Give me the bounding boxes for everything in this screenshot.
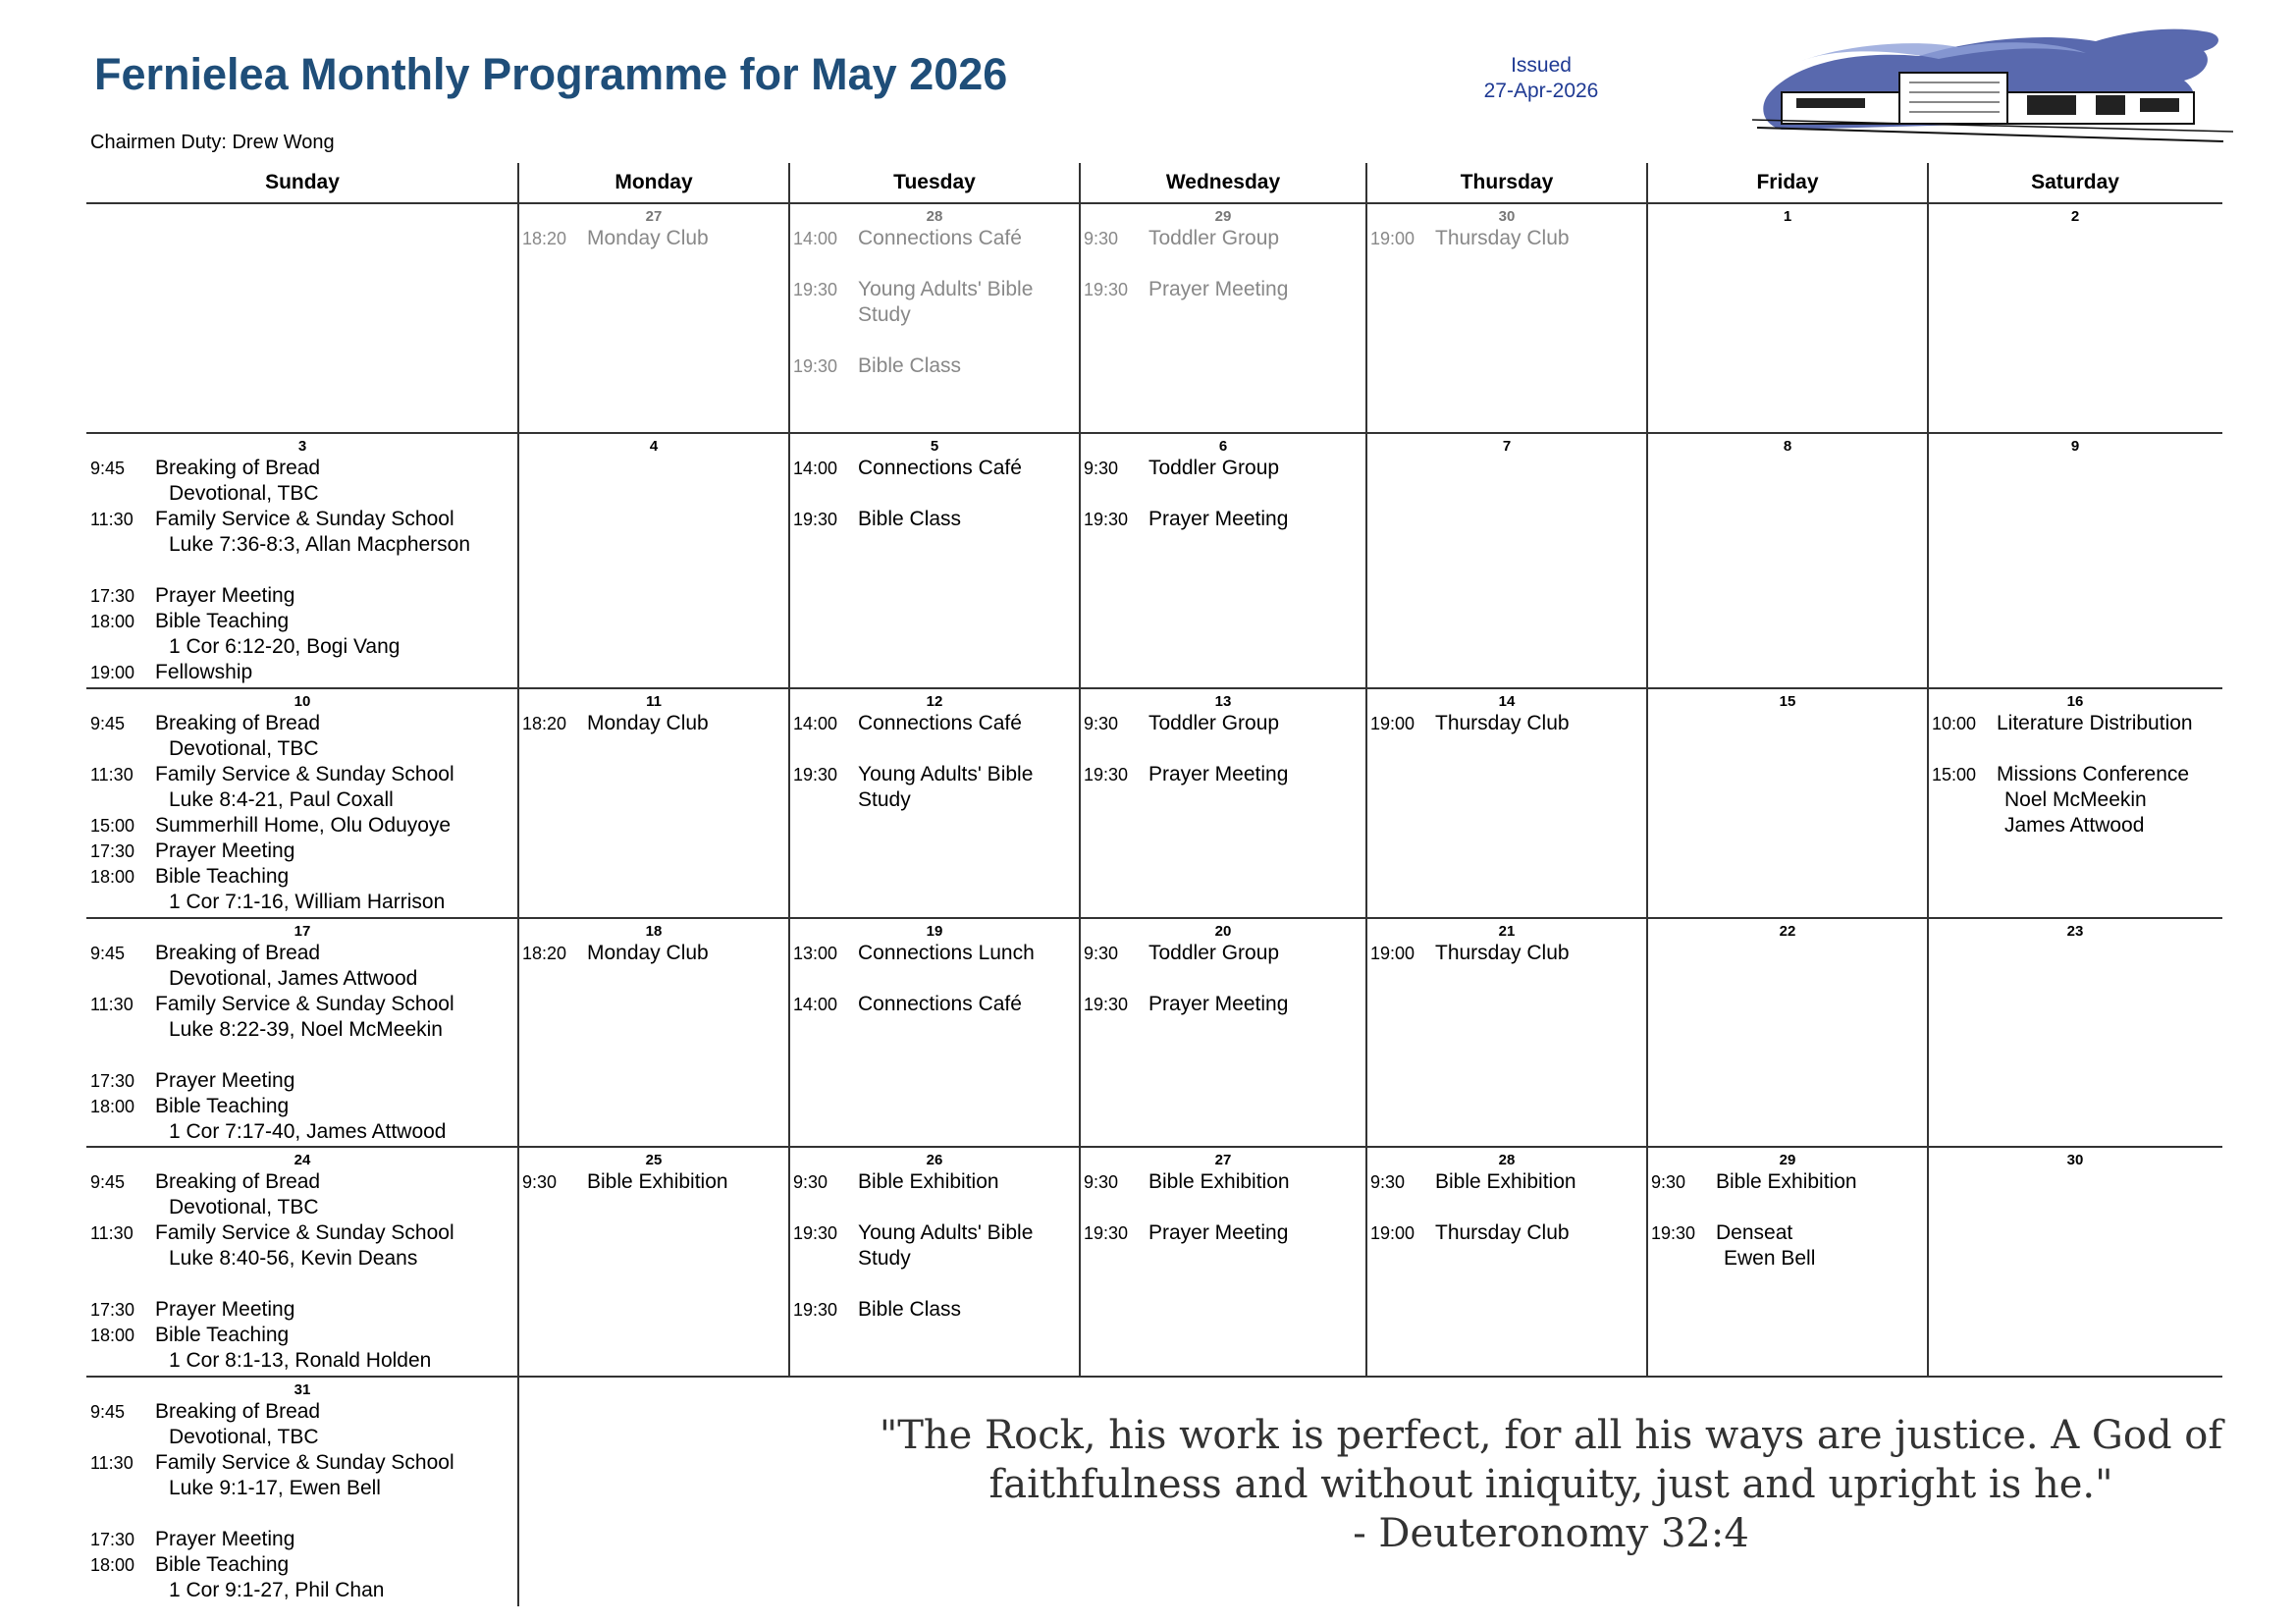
- day-cell: [1647, 689, 1928, 917]
- event-item: [789, 711, 1080, 736]
- event-item: [518, 226, 789, 251]
- event-name: Bible Exhibition: [587, 1170, 728, 1193]
- day-cell: [1080, 689, 1366, 917]
- event-time: 14:00: [793, 459, 838, 478]
- day-cell: [1080, 434, 1366, 687]
- event-time: 9:30: [522, 1172, 558, 1192]
- event-time: 19:30: [1084, 995, 1129, 1014]
- event-item: [518, 711, 789, 736]
- day-number: 22: [1779, 923, 1796, 940]
- day-cell: [1366, 204, 1647, 432]
- event-name: Family Service & Sunday School: [155, 1451, 454, 1474]
- weekday-header-friday: Friday: [1756, 171, 1819, 193]
- event-detail: Luke 8:40-56, Kevin Deans: [169, 1247, 418, 1270]
- event-item: [86, 941, 518, 992]
- day-number: 1: [1783, 208, 1792, 225]
- event-name: Family Service & Sunday School: [155, 763, 454, 785]
- event-time: 14:00: [793, 995, 838, 1014]
- event-name: Bible Class: [858, 1298, 962, 1321]
- day-number: [86, 208, 518, 226]
- event-item: [1366, 1169, 1647, 1195]
- spacer: [1080, 481, 1366, 507]
- event-name: Prayer Meeting: [155, 584, 295, 607]
- chairmen-duty: Chairmen Duty: Drew Wong: [90, 132, 335, 153]
- event-time: 18:20: [522, 714, 567, 733]
- event-name: Breaking of Bread: [155, 712, 321, 734]
- day-cell: [1080, 1148, 1366, 1376]
- event-item: [789, 1297, 1080, 1323]
- event-time: 9:45: [90, 1402, 126, 1422]
- event-item: [1928, 762, 2222, 839]
- event-name: Thursday Club: [1435, 1221, 1570, 1244]
- issued-label: Issued: [1511, 54, 1572, 77]
- day-number: 18: [645, 923, 663, 940]
- event-time: 10:00: [1932, 714, 1977, 733]
- event-item: [789, 277, 1080, 328]
- day-number: 3: [297, 438, 307, 455]
- event-detail: 1 Cor 7:1-16, William Harrison: [169, 891, 446, 913]
- event-name: Bible Teaching: [155, 610, 290, 632]
- event-name: Missions Conference: [1997, 763, 2190, 785]
- event-item: [518, 1169, 789, 1195]
- event-item: [1647, 1169, 1928, 1195]
- event-time: 17:30: [90, 1530, 135, 1549]
- day-number: 4: [649, 438, 659, 455]
- event-item: [86, 839, 518, 864]
- page-title: Fernielea Monthly Programme for May 2026: [94, 49, 1008, 99]
- event-name: Toddler Group: [1148, 227, 1280, 249]
- event-time: 19:30: [793, 1300, 838, 1320]
- event-item: [86, 1527, 518, 1552]
- day-number: 9: [2070, 438, 2080, 455]
- event-item: [1366, 1220, 1647, 1246]
- event-time: 19:30: [793, 356, 838, 376]
- event-time: 19:00: [90, 663, 135, 682]
- event-name: Thursday Club: [1435, 942, 1570, 964]
- event-detail: 1 Cor 7:17-40, James Attwood: [169, 1120, 447, 1143]
- spacer: [789, 966, 1080, 992]
- day-number: 10: [294, 693, 311, 710]
- event-item: [518, 941, 789, 966]
- calendar-grid: [86, 163, 2222, 1606]
- day-number: 21: [1498, 923, 1516, 940]
- event-item: [789, 456, 1080, 481]
- event-item: [1080, 456, 1366, 481]
- event-name: Family Service & Sunday School: [155, 508, 454, 530]
- day-cell: [1928, 204, 2222, 432]
- event-time: 15:00: [90, 816, 135, 836]
- weekday-header-sunday: Sunday: [265, 171, 340, 193]
- day-cell: [518, 1148, 789, 1376]
- event-detail: Ewen Bell: [1724, 1247, 1816, 1270]
- event-detail: Devotional, TBC: [169, 482, 319, 505]
- event-item: [1080, 941, 1366, 966]
- event-time: 19:30: [793, 765, 838, 785]
- event-name: Bible Teaching: [155, 1095, 290, 1117]
- event-name: Breaking of Bread: [155, 942, 321, 964]
- event-name: Connections Lunch: [858, 942, 1035, 964]
- event-item: [86, 1169, 518, 1220]
- event-time: 19:30: [793, 280, 838, 299]
- event-detail: Luke 9:1-17, Ewen Bell: [169, 1477, 381, 1499]
- event-time: 9:30: [1370, 1172, 1406, 1192]
- event-detail: Luke 8:22-39, Noel McMeekin: [169, 1018, 443, 1041]
- event-time: 17:30: [90, 1300, 135, 1320]
- day-number: 24: [294, 1152, 311, 1168]
- day-number: 16: [2066, 693, 2084, 710]
- event-time: 9:30: [1084, 944, 1119, 963]
- event-time: 18:00: [90, 1555, 135, 1575]
- spacer: [789, 481, 1080, 507]
- day-number: 17: [294, 923, 311, 940]
- event-item: [86, 1220, 518, 1272]
- spacer: [86, 1501, 518, 1527]
- quote-line-1: "The Rock, his work is perfect, for all his ways are justice. A God of: [879, 1413, 2223, 1458]
- scripture-quote: [805, 1411, 2296, 1558]
- day-number: 28: [926, 208, 943, 225]
- day-cell: [1647, 1148, 1928, 1376]
- day-cell: [1928, 689, 2222, 917]
- day-number: 2: [2070, 208, 2080, 225]
- day-cell: [1647, 434, 1928, 687]
- event-name: Connections Café: [858, 712, 1022, 734]
- spacer: [1928, 736, 2222, 762]
- day-number: 27: [1214, 1152, 1232, 1168]
- day-cell: [1080, 919, 1366, 1146]
- day-number: 12: [926, 693, 943, 710]
- day-cell: [1366, 1148, 1647, 1376]
- issued-block: [1463, 53, 1620, 104]
- day-number: 25: [645, 1152, 663, 1168]
- event-name: Bible Class: [858, 354, 962, 377]
- spacer: [789, 1195, 1080, 1220]
- event-name: Bible Exhibition: [1435, 1170, 1576, 1193]
- event-item: [1080, 1169, 1366, 1195]
- day-number: 7: [1502, 438, 1512, 455]
- event-name: Prayer Meeting: [1148, 1221, 1289, 1244]
- weekday-header-monday: Monday: [614, 171, 693, 193]
- event-name: Young Adults' Bible Study: [858, 278, 1040, 326]
- day-cell: [86, 1378, 518, 1606]
- event-item: [789, 1169, 1080, 1195]
- day-number: 8: [1783, 438, 1792, 455]
- event-time: 19:30: [1651, 1223, 1696, 1243]
- quote-line-2: faithfulness and without iniquity, just and upright is he.": [988, 1462, 2113, 1507]
- day-number: 14: [1498, 693, 1516, 710]
- event-name: Bible Exhibition: [1716, 1170, 1857, 1193]
- day-cell: [1647, 204, 1928, 432]
- spacer: [1080, 736, 1366, 762]
- event-name: Bible Teaching: [155, 865, 290, 888]
- day-cell: [1366, 919, 1647, 1146]
- event-item: [1080, 992, 1366, 1017]
- event-time: 19:30: [1084, 510, 1129, 529]
- event-time: 18:20: [522, 944, 567, 963]
- day-cell: [518, 919, 789, 1146]
- event-name: Bible Exhibition: [1148, 1170, 1290, 1193]
- event-time: 19:00: [1370, 714, 1415, 733]
- event-time: 9:45: [90, 1172, 126, 1192]
- day-cell: [86, 204, 518, 432]
- event-time: 18:00: [90, 1326, 135, 1345]
- weekday-header-thursday: Thursday: [1460, 171, 1554, 193]
- day-number: 11: [646, 693, 662, 710]
- event-detail: Devotional, James Attwood: [169, 967, 418, 990]
- event-time: 9:30: [1084, 229, 1119, 248]
- event-name: Summerhill Home, Olu Oduyoye: [155, 814, 452, 837]
- event-time: 14:00: [793, 229, 838, 248]
- event-name: Connections Café: [858, 457, 1022, 479]
- event-time: 19:30: [1084, 1223, 1129, 1243]
- event-time: 9:30: [1084, 714, 1119, 733]
- event-item: [1366, 226, 1647, 251]
- event-item: [789, 226, 1080, 251]
- event-time: 19:30: [1084, 280, 1129, 299]
- event-item: [86, 813, 518, 839]
- event-detail: Noel McMeekin: [2004, 788, 2147, 811]
- event-name: Denseat: [1716, 1221, 1793, 1244]
- day-cell: [789, 204, 1080, 432]
- day-number: 30: [1498, 208, 1516, 225]
- event-name: Prayer Meeting: [155, 1298, 295, 1321]
- event-time: 18:00: [90, 1097, 135, 1116]
- event-time: 11:30: [90, 765, 133, 785]
- day-cell: [789, 919, 1080, 1146]
- event-time: 18:00: [90, 612, 135, 631]
- event-detail: Devotional, TBC: [169, 1426, 319, 1448]
- event-item: [789, 353, 1080, 379]
- event-time: 19:00: [1370, 944, 1415, 963]
- event-item: [1928, 711, 2222, 736]
- event-detail: Devotional, TBC: [169, 737, 319, 760]
- event-name: Monday Club: [587, 942, 709, 964]
- event-detail: 1 Cor 9:1-27, Phil Chan: [169, 1579, 385, 1601]
- day-number: 29: [1779, 1152, 1796, 1168]
- event-time: 18:00: [90, 867, 135, 887]
- event-item: [86, 992, 518, 1043]
- event-name: Thursday Club: [1435, 227, 1570, 249]
- event-time: 11:30: [90, 1223, 133, 1243]
- event-detail: 1 Cor 6:12-20, Bogi Vang: [169, 635, 400, 658]
- weekday-header-tuesday: Tuesday: [893, 171, 976, 193]
- event-name: Toddler Group: [1148, 942, 1280, 964]
- event-detail: Luke 8:4-21, Paul Coxall: [169, 788, 394, 811]
- spacer: [86, 1043, 518, 1068]
- event-time: 9:30: [1084, 1172, 1119, 1192]
- event-name: Prayer Meeting: [1148, 763, 1289, 785]
- event-item: [86, 1068, 518, 1094]
- day-number: 19: [926, 923, 943, 940]
- event-time: 19:30: [793, 510, 838, 529]
- event-item: [86, 456, 518, 507]
- event-detail: Devotional, TBC: [169, 1196, 319, 1218]
- weekday-header-saturday: Saturday: [2031, 171, 2119, 193]
- spacer: [1647, 1195, 1928, 1220]
- event-item: [86, 1399, 518, 1450]
- event-item: [86, 864, 518, 915]
- spacer: [789, 1272, 1080, 1297]
- event-item: [86, 583, 518, 609]
- day-cell: [789, 1148, 1080, 1376]
- event-time: 9:45: [90, 714, 126, 733]
- event-item: [86, 1552, 518, 1603]
- day-cell: [86, 1148, 518, 1376]
- event-name: Young Adults' Bible Study: [858, 763, 1040, 811]
- spacer: [1080, 251, 1366, 277]
- event-name: Literature Distribution: [1997, 712, 2193, 734]
- day-cell: [1928, 434, 2222, 687]
- event-item: [789, 941, 1080, 966]
- day-cell: [1080, 204, 1366, 432]
- event-item: [789, 992, 1080, 1017]
- day-cell: [1928, 919, 2222, 1146]
- event-name: Family Service & Sunday School: [155, 1221, 454, 1244]
- day-cell: [86, 919, 518, 1146]
- event-item: [86, 1323, 518, 1374]
- event-name: Bible Exhibition: [858, 1170, 999, 1193]
- spacer: [1080, 1195, 1366, 1220]
- event-item: [1080, 507, 1366, 532]
- event-name: Family Service & Sunday School: [155, 993, 454, 1015]
- weekday-header-wednesday: Wednesday: [1165, 171, 1281, 193]
- event-item: [86, 660, 518, 685]
- event-name: Connections Café: [858, 227, 1022, 249]
- event-name: Thursday Club: [1435, 712, 1570, 734]
- event-name: Prayer Meeting: [155, 1069, 295, 1092]
- event-time: 14:00: [793, 714, 838, 733]
- day-cell: [86, 434, 518, 687]
- day-number: 13: [1214, 693, 1232, 710]
- event-item: [1647, 1220, 1928, 1272]
- day-number: 26: [926, 1152, 943, 1168]
- event-time: 19:00: [1370, 229, 1415, 248]
- quote-reference: - Deuteronomy 32:4: [1353, 1511, 1749, 1556]
- event-item: [1080, 1220, 1366, 1246]
- event-name: Monday Club: [587, 712, 709, 734]
- event-time: 19:30: [1084, 765, 1129, 785]
- event-name: Bible Teaching: [155, 1324, 290, 1346]
- day-number: 6: [1218, 438, 1228, 455]
- event-item: [1366, 711, 1647, 736]
- event-time: 9:30: [793, 1172, 828, 1192]
- spacer: [1080, 966, 1366, 992]
- event-item: [86, 1094, 518, 1145]
- day-number: 28: [1498, 1152, 1516, 1168]
- day-cell: [789, 689, 1080, 917]
- event-name: Connections Café: [858, 993, 1022, 1015]
- event-name: Prayer Meeting: [155, 839, 295, 862]
- event-detail: James Attwood: [2004, 814, 2145, 837]
- event-time: 11:30: [90, 1453, 133, 1473]
- event-item: [789, 507, 1080, 532]
- event-item: [86, 609, 518, 660]
- event-name: Breaking of Bread: [155, 1170, 321, 1193]
- event-item: [86, 1297, 518, 1323]
- event-name: Prayer Meeting: [1148, 508, 1289, 530]
- day-cell: [518, 689, 789, 917]
- event-time: 9:30: [1084, 459, 1119, 478]
- day-cell: [86, 689, 518, 917]
- event-detail: Luke 7:36-8:3, Allan Macpherson: [169, 533, 471, 556]
- event-name: Toddler Group: [1148, 457, 1280, 479]
- day-number: 30: [2066, 1152, 2084, 1168]
- event-name: Toddler Group: [1148, 712, 1280, 734]
- event-item: [1366, 941, 1647, 966]
- spacer: [86, 1272, 518, 1297]
- event-time: 11:30: [90, 510, 133, 529]
- event-item: [789, 1220, 1080, 1272]
- event-time: 11:30: [90, 995, 133, 1014]
- event-item: [1080, 711, 1366, 736]
- day-cell: [518, 434, 789, 687]
- event-time: 19:30: [793, 1223, 838, 1243]
- event-time: 9:45: [90, 944, 126, 963]
- day-cell: [1647, 919, 1928, 1146]
- spacer: [789, 328, 1080, 353]
- event-name: Bible Teaching: [155, 1553, 290, 1576]
- spacer: [1366, 1195, 1647, 1220]
- day-number: 20: [1214, 923, 1232, 940]
- event-name: Prayer Meeting: [155, 1528, 295, 1550]
- event-name: Prayer Meeting: [1148, 993, 1289, 1015]
- event-name: Bible Class: [858, 508, 962, 530]
- day-cell: [518, 204, 789, 432]
- event-time: 18:20: [522, 229, 567, 248]
- day-cell: [789, 434, 1080, 687]
- event-name: Breaking of Bread: [155, 1400, 321, 1423]
- spacer: [86, 558, 518, 583]
- event-time: 19:00: [1370, 1223, 1415, 1243]
- spacer: [789, 736, 1080, 762]
- church-building-logo: [1742, 22, 2233, 149]
- event-item: [1080, 762, 1366, 787]
- event-time: 13:00: [793, 944, 838, 963]
- event-name: Young Adults' Bible Study: [858, 1221, 1040, 1270]
- day-number: 23: [2066, 923, 2084, 940]
- event-time: 15:00: [1932, 765, 1977, 785]
- event-item: [86, 1450, 518, 1501]
- day-number: 15: [1779, 693, 1796, 710]
- event-time: 9:45: [90, 459, 126, 478]
- event-time: 17:30: [90, 586, 135, 606]
- day-cell: [1928, 1148, 2222, 1376]
- event-item: [789, 762, 1080, 813]
- day-number: 27: [645, 208, 663, 225]
- day-cell: [1366, 689, 1647, 917]
- spacer: [789, 251, 1080, 277]
- event-time: 17:30: [90, 841, 135, 861]
- event-item: [86, 507, 518, 558]
- event-time: 9:30: [1651, 1172, 1686, 1192]
- day-number: 31: [294, 1381, 311, 1398]
- event-name: Monday Club: [587, 227, 709, 249]
- event-time: 17:30: [90, 1071, 135, 1091]
- event-item: [1080, 226, 1366, 251]
- event-item: [86, 711, 518, 762]
- day-number: 29: [1214, 208, 1232, 225]
- event-name: Breaking of Bread: [155, 457, 321, 479]
- day-cell: [1366, 434, 1647, 687]
- issued-date: 27-Apr-2026: [1483, 80, 1599, 102]
- event-item: [1080, 277, 1366, 302]
- event-name: Fellowship: [155, 661, 253, 683]
- event-detail: 1 Cor 8:1-13, Ronald Holden: [169, 1349, 432, 1372]
- event-name: Prayer Meeting: [1148, 278, 1289, 300]
- event-item: [86, 762, 518, 813]
- day-number: 5: [930, 438, 939, 455]
